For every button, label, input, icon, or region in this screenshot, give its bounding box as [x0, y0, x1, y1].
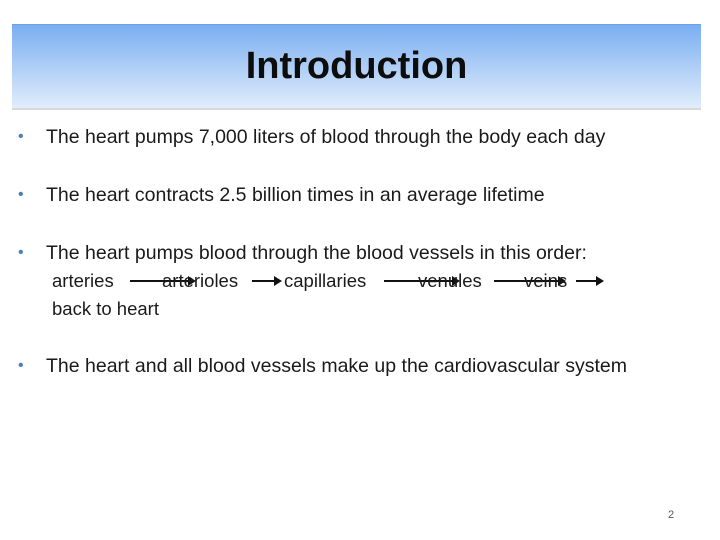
- sequence-item-arteries: arteries: [52, 270, 114, 291]
- arrow-right-icon: [252, 280, 280, 282]
- bullet-icon: •: [18, 244, 24, 261]
- bullet-icon: •: [18, 128, 24, 145]
- title-banner: [12, 24, 701, 109]
- slide-title: Introduction: [245, 45, 468, 87]
- bullet-text: The heart contracts 2.5 billion times in an average lifetime: [46, 184, 545, 206]
- sequence-item-capillaries: capillaries: [284, 270, 367, 291]
- page-number: 2: [668, 509, 675, 521]
- title-divider: [12, 108, 701, 110]
- sequence-item-venules: venules: [418, 270, 482, 291]
- bullet-icon: •: [18, 357, 24, 374]
- bullet-icon: •: [18, 186, 24, 203]
- sequence-item-arterioles: arterioles: [162, 270, 239, 291]
- bullet-text: The heart pumps 7,000 liters of blood through the body each day: [46, 126, 606, 148]
- sequence-end: back to heart: [52, 298, 159, 319]
- arrow-right-icon: [576, 280, 602, 282]
- sequence-item-veins: veins: [524, 270, 568, 291]
- bullet-text: The heart pumps blood through the blood vessels in this order:: [46, 242, 587, 264]
- bullet-text: The heart and all blood vessels make up the cardiovascular system: [46, 355, 627, 377]
